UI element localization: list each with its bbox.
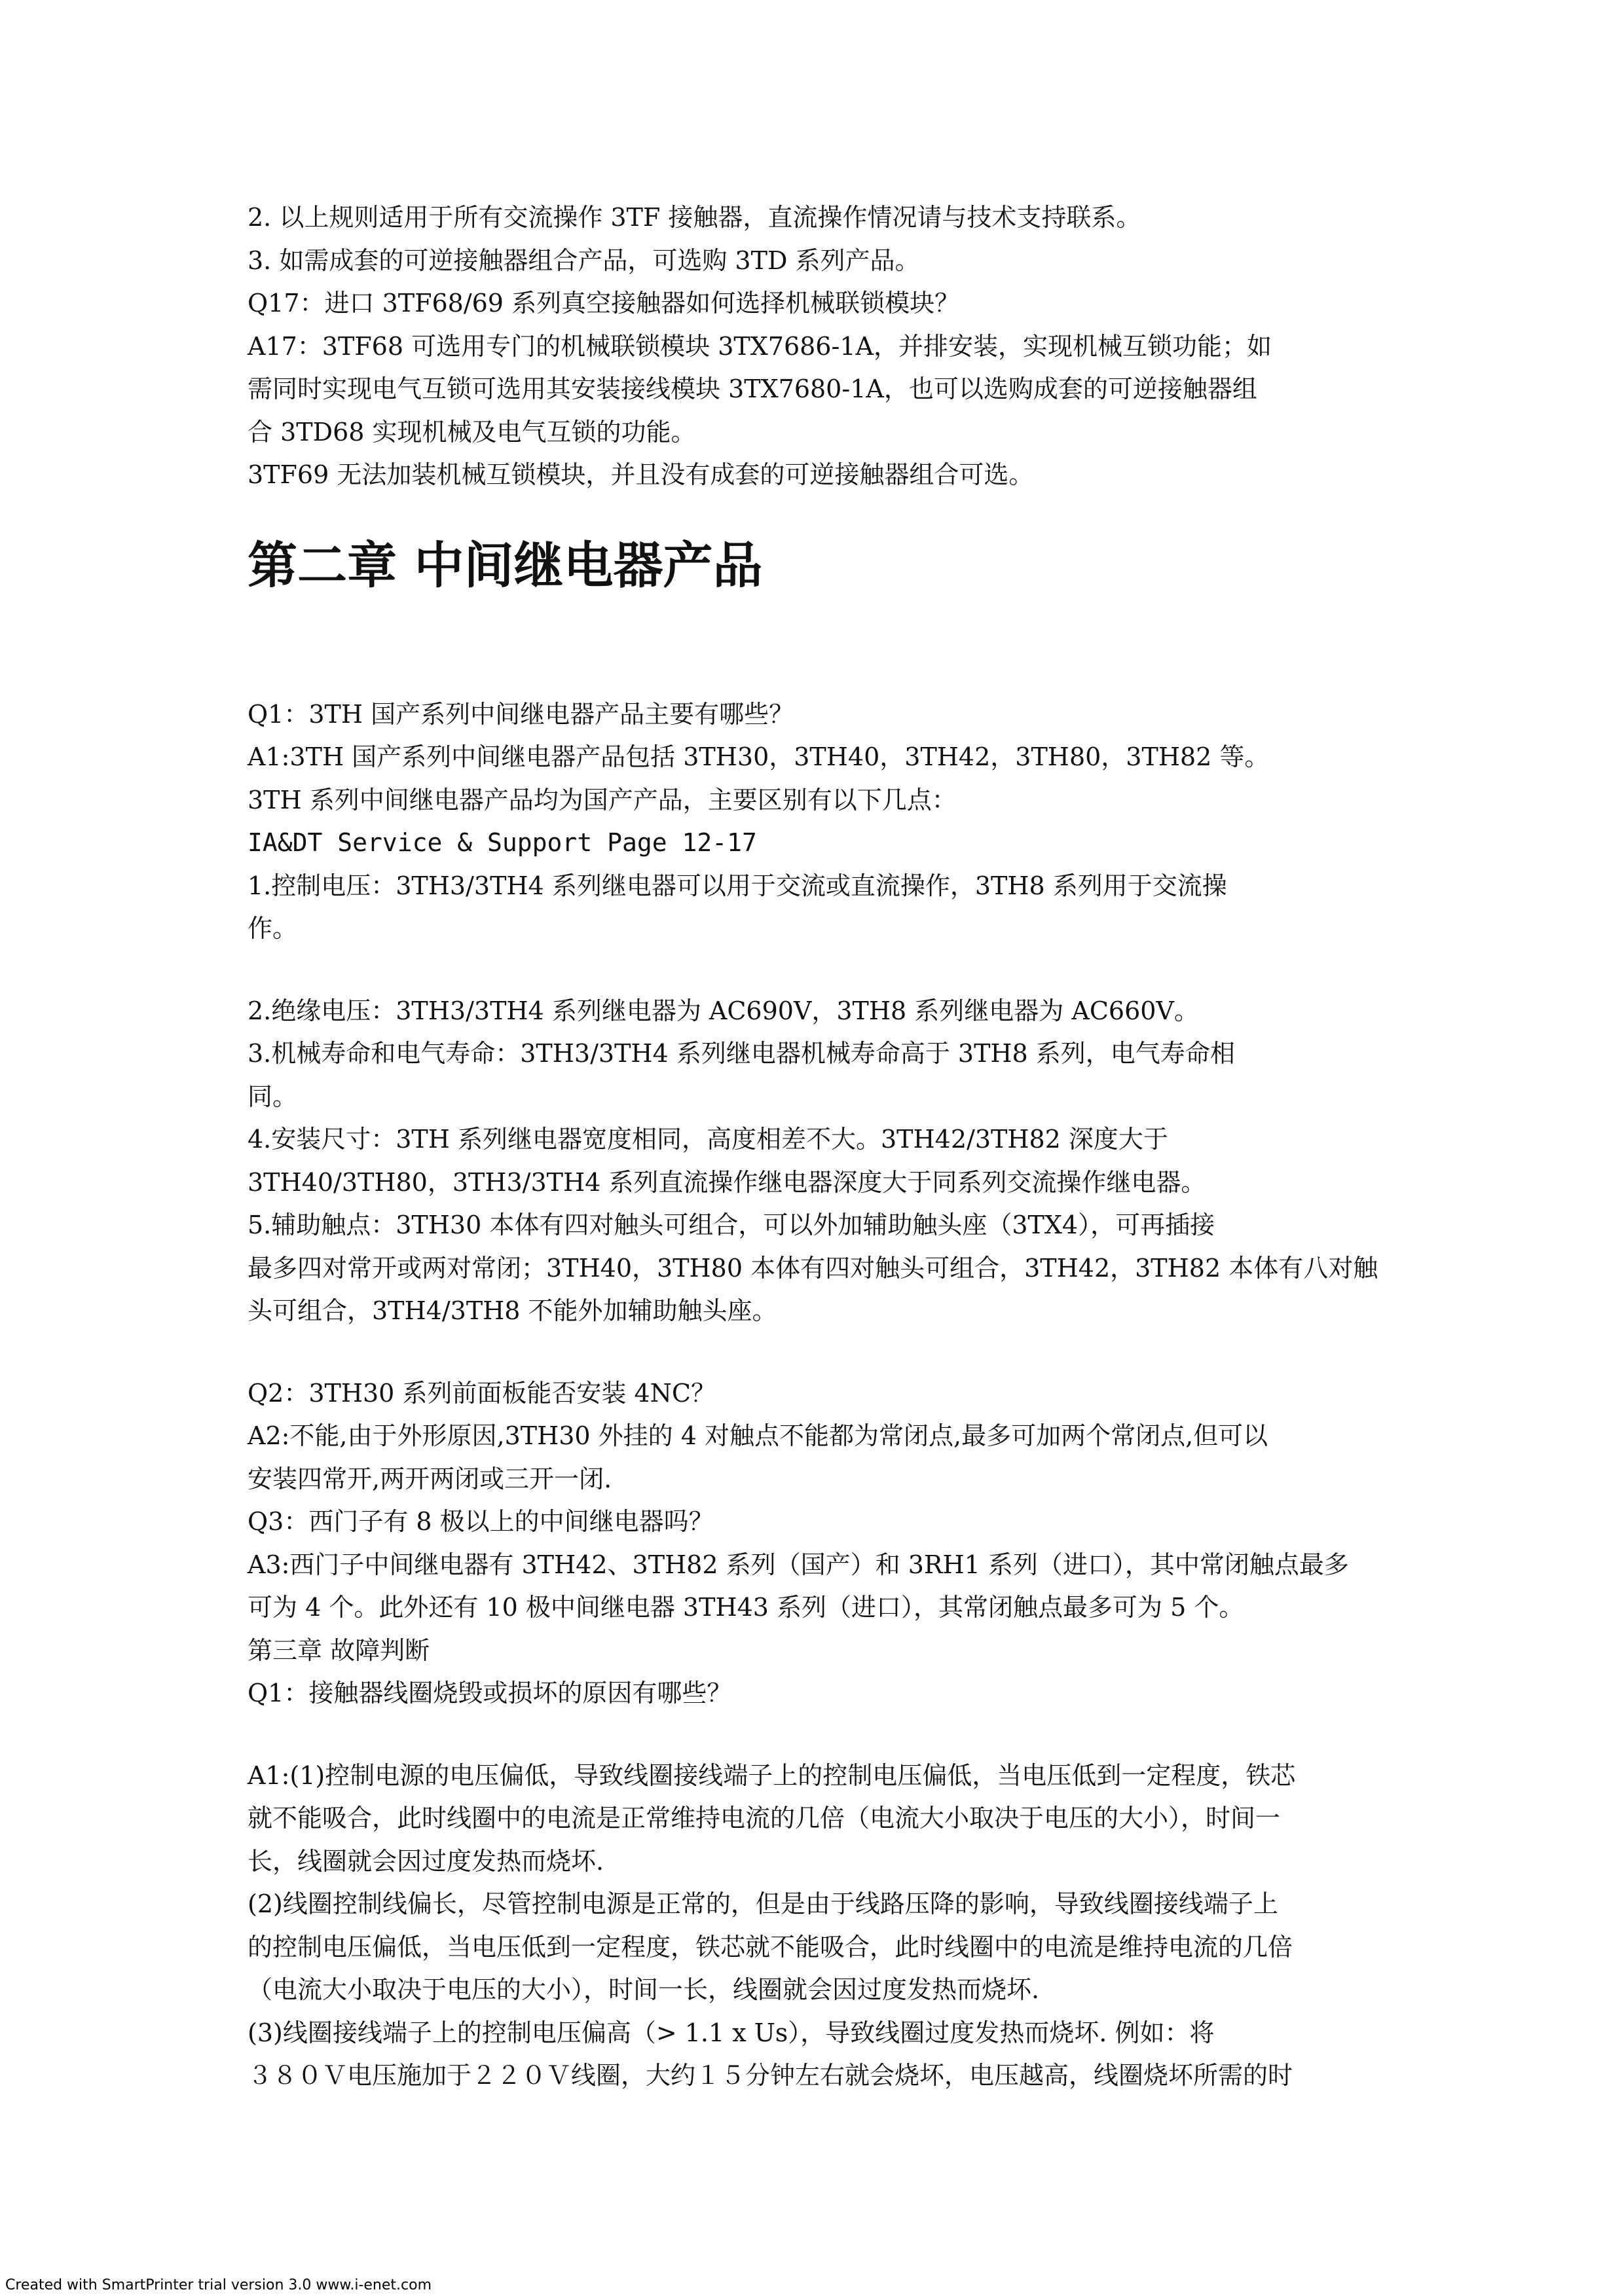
text-line: 3. 如需成套的可逆接触器组合产品，可选购 3TD 系列产品。 <box>248 246 920 275</box>
text-line: Q2：3TH30 系列前面板能否安装 4NC？ <box>248 1378 716 1408</box>
text-line: 长，线圈就会因过度发热而烧坏. <box>248 1846 604 1876</box>
text-line: 3TH 系列中间继电器产品均为国产产品，主要区别有以下几点： <box>248 785 957 814</box>
text-line: 可为 4 个。此外还有 10 极中间继电器 3TH43 系列（进口），其常闭触点最多可为 5 个。 <box>248 1593 1244 1622</box>
text-line: A1:(1)控制电源的电压偏低，导致线圈接线端子上的控制电压偏低，当电压低到一定程度，铁芯 <box>248 1760 1296 1790</box>
text-line: 4.安装尺寸：3TH 系列继电器宽度相同，高度相差不大。3TH42/3TH82 深度大于 <box>248 1125 1168 1154</box>
block-q1-relays <box>248 693 1400 951</box>
page-content <box>248 196 1400 2098</box>
text-line: Q17：进口 3TF68/69 系列真空接触器如何选择机械联锁模块？ <box>248 289 960 318</box>
text-line: A2:不能,由于外形原因,3TH30 外挂的 4 对触点不能都为常闭点,最多可加两个常闭点,但可以 <box>248 1421 1268 1450</box>
text-line: 就不能吸合，此时线圈中的电流是正常维持电流的几倍（电流大小取决于电压的大小），时间一 <box>248 1804 1281 1832</box>
text-line: 3.机械寿命和电气寿命：3TH3/3TH4 系列继电器机械寿命高于 3TH8 系列，电气寿命相 <box>248 1039 1235 1068</box>
text-line: 头可组合，3TH4/3TH8 不能外加辅助触头座。 <box>248 1296 777 1325</box>
section-heading: 第三章 故障判断 <box>248 1635 430 1665</box>
text-line: A3:西门子中间继电器有 3TH42、3TH82 系列（国产）和 3RH1 系列（进口），其中常闭触点最多 <box>248 1550 1349 1579</box>
text-line: 1.控制电压：3TH3/3TH4 系列继电器可以用于交流或直流操作，3TH8 系列用于交流操 <box>248 871 1227 900</box>
text-line: (3)线圈接线端子上的控制电压偏高（> 1.1 x Us），导致线圈过度发热而烧坏. 例如：将 <box>248 2018 1215 2047</box>
page-reference-line: IA&DT Service & Support Page 12-17 <box>248 828 757 857</box>
text-line: 需同时实现电气互锁可选用其安装接线模块 3TX7680-1A，也可以选购成套的可逆接触器组 <box>248 374 1257 403</box>
text-line: 作。 <box>248 914 298 943</box>
text-line: 合 3TD68 实现机械及电气互锁的功能。 <box>248 417 696 446</box>
text-line: 同。 <box>248 1082 298 1111</box>
chapter-title: 第二章 中间继电器产品 <box>248 536 763 594</box>
text-line: ３８０Ｖ电压施加于２２０Ｖ线圈，大约１５分钟左右就会烧坏，电压越高，线圈烧坏所需的时 <box>248 2061 1293 2090</box>
text-line: 2. 以上规则适用于所有交流操作 3TF 接触器，直流操作情况请与技术支持联系。 <box>248 203 1141 232</box>
text-line: Q3：西门子有 8 极以上的中间继电器吗？ <box>248 1507 714 1536</box>
text-line: (2)线圈控制线偏长，尽管控制电源是正常的，但是由于线路压降的影响，导致线圈接线端子上 <box>248 1889 1278 1918</box>
text-line: 3TF69 无法加装机械互锁模块，并且没有成套的可逆接触器组合可选。 <box>248 460 1034 489</box>
watermark-footer: Created with SmartPrinter trial version 3.0 www.i-enet.com <box>5 2277 432 2293</box>
text-line: A1:3TH 国产系列中间继电器产品包括 3TH30，3TH40，3TH42，3TH80，3TH82 等。 <box>248 742 1270 771</box>
section-top <box>248 196 1400 497</box>
blank-line <box>248 951 1400 990</box>
text-line: 的控制电压偏低，当电压低到一定程度，铁芯就不能吸合，此时线圈中的电流是维持电流的几倍 <box>248 1932 1293 1961</box>
block-coil-failure <box>248 1755 1400 2098</box>
text-line: （电流大小取决于电压的大小），时间一长，线圈就会因过度发热而烧坏. <box>248 1975 1040 2004</box>
block-q2-q3 <box>248 1372 1400 1715</box>
text-line: 最多四对常开或两对常闭；3TH40，3TH80 本体有四对触头可组合，3TH42，3TH82 本体有八对触 <box>248 1253 1378 1283</box>
text-line: 5.辅助触点：3TH30 本体有四对触头可组合，可以外加辅助触头座（3TX4），可再插接 <box>248 1211 1215 1239</box>
text-line: 2.绝缘电压：3TH3/3TH4 系列继电器为 AC690V，3TH8 系列继电器为 AC660V。 <box>248 996 1199 1025</box>
text-line: 安装四常开,两开两闭或三开一闭. <box>248 1464 612 1493</box>
blank-line <box>248 1715 1400 1755</box>
block-differences <box>248 990 1400 1333</box>
text-line: A17：3TF68 可选用专门的机械联锁模块 3TX7686-1A，并排安装，实现机械互锁功能；如 <box>248 331 1272 361</box>
blank-line <box>248 1333 1400 1372</box>
text-line: Q1：3TH 国产系列中间继电器产品主要有哪些？ <box>248 699 794 729</box>
text-line: Q1：接触器线圈烧毁或损坏的原因有哪些？ <box>248 1679 732 1707</box>
text-line: 3TH40/3TH80，3TH3/3TH4 系列直流操作继电器深度大于同系列交流操作继电器。 <box>248 1167 1206 1197</box>
